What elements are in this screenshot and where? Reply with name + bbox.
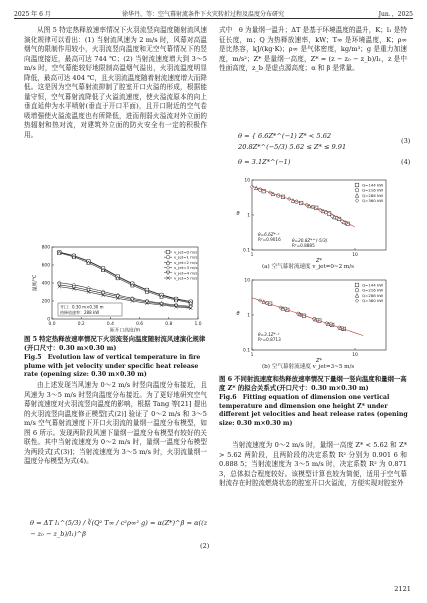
info-text: 开口：0.30 m×0.30 m (60, 304, 104, 310)
y-axis-label: θ (236, 211, 240, 217)
fit-line (329, 213, 354, 227)
paragraph-text: 式中 θ 为量纲一温升；ΔT 是基于环境温度的温升，K；l₁ 是特征长度，m；Q 为热释放速率，kW；T∞ 是环境温度，K；ρ∞ 是比热容，kJ/(kg·K)；ρ∞ 是气体密度，kg/m³；g 是重力加速度，m/s²；Z* 是量纲一高度，Z* = (z − z₀ − z_b)/l₁，z 是中性面高度，z_b 是虚点源高度；α 和 β 是常量。 (219, 26, 407, 72)
legend-label: Q=216 kW (362, 287, 384, 293)
legend-label: v_jet=0 m/s (174, 249, 198, 255)
fit-equation-label: θ=20.8Z*^(-5/3) (292, 238, 328, 243)
fit-r2-label: R²=0.8885 (292, 243, 315, 248)
x-tick-label: 0.4 (106, 322, 114, 327)
fit-line (252, 186, 329, 212)
legend-label: Q=288 kW (362, 292, 384, 298)
legend-marker (166, 266, 170, 270)
legend-marker (355, 199, 359, 203)
fit-r2-label: R²=0.8713 (258, 337, 281, 342)
x-tick-label: 0.6 (136, 322, 144, 327)
legend-label: Q=288 kW (362, 192, 384, 198)
figure6a-plot-area (236, 178, 386, 263)
series-line (59, 252, 190, 302)
legend-label: v_jet=2 m/s (174, 259, 198, 265)
fit-line (252, 298, 363, 336)
legend-label: Q=360 kW (362, 298, 384, 304)
figure6-caption-en: Fig.6 Fitting equation of dimension one vertical temperature and dimension one height Z* under different jet velocities and heat release rates (opening size: 0.30 m×0.30 m) (219, 394, 408, 427)
legend-label: Q=360 kW (362, 198, 384, 204)
equation-3-line1: θ = { 6.6Z*^(−1) Z* < 5.62 (238, 132, 332, 140)
y-tick-label: 0.1 (243, 248, 250, 254)
equation-4: θ = 3.1Z*^(−1) (238, 158, 291, 166)
figure6-caption-cn (219, 375, 409, 393)
x-tick-label: 0.8 (165, 322, 173, 327)
figure6a-subcaption: (a) 空气幕射流速度 v_jet=0~2 m/s (262, 264, 354, 270)
y-tick-label: 10 (244, 178, 250, 184)
y-tick-label: 200 (41, 299, 50, 305)
figure5-caption-cn (24, 335, 209, 353)
x-axis-label: Z* (316, 258, 322, 263)
x-tick-label: 10 (352, 253, 358, 258)
legend-marker (166, 250, 170, 254)
y-tick-label: 1 (247, 213, 250, 219)
right-paragraph-1 (219, 26, 407, 74)
legend-label: v_jet=3 m/s (174, 265, 198, 271)
running-header (14, 6, 413, 19)
page-number: 2121 (394, 585, 411, 593)
equation-3-number: (3) (401, 137, 411, 145)
x-axis-label: 距开口高度/m (109, 328, 141, 333)
x-tick-label: 1.0 (194, 322, 202, 327)
equation-3-line2: 20.8Z*^(−5/3) 5.62 ≤ Z* ≤ 9.91 (238, 143, 347, 151)
header-date: 2025 年 6 月 (14, 11, 51, 18)
legend-marker (355, 194, 359, 198)
legend-label: v_jet=4 m/s (174, 270, 198, 276)
legend-label: Q=216 kW (362, 187, 384, 193)
x-tick-label: 10 (352, 353, 358, 358)
legend-label: Q=144 kW (362, 182, 384, 188)
x-tick-label: 1 (250, 353, 254, 358)
legend-marker (355, 283, 359, 287)
figure5-plot-area (31, 245, 202, 333)
y-tick-label: 400 (41, 281, 50, 287)
y-tick-label: 1 (247, 313, 250, 319)
legend-marker (355, 183, 359, 187)
series-line (59, 252, 190, 302)
legend-marker (355, 299, 359, 303)
y-axis-label: θ (236, 311, 240, 317)
header-issue: Jun．，2025 (378, 11, 413, 18)
equation-4-number: (4) (401, 158, 411, 166)
legend-marker (355, 188, 359, 192)
fit-equation-label: θ=3.1Z*⁻¹ (258, 332, 280, 337)
right-paragraph-2 (219, 441, 407, 489)
fit-r2-label: R²=0.9016 (258, 237, 281, 242)
x-axis-label: Z* (316, 358, 322, 363)
figure5-caption-en: Fig.5 Evolution law of vertical temperature in fire plume with jet velocity under specific heat release rate (opening size: 0.30 m×0.30 m) (24, 354, 201, 379)
paragraph-text: 当射流速度为 0～2 m/s 时，量纲一高度 Z* < 5.62 和 Z* > 5.62 两阶段，且两阶段的决定系数 R² 分别为 0.901 6 和 0.888 5；当射流速度为 3～5 m/s 时，决定系数 R² 为 0.871 3，总体拟合程度较好。该模型计算也较为简便，适用于空气幕射流存在时腔流燃烧状态的腔室开口火溢流，方便实现对腔室外 (219, 441, 407, 487)
x-tick-label: 1 (250, 253, 254, 258)
figure5-label: 图 5 (24, 335, 38, 343)
y-tick-label: 0 (47, 317, 50, 323)
left-paragraph-1 (24, 26, 207, 140)
figure5-caption-text: 特定热释放速率情况下火羽流竖向温度随射流风速演化规律(开口尺寸：0.30 m×0.30 m) (24, 335, 206, 352)
figure6b-plot-area (236, 278, 386, 363)
info-text: 热释放速率：288 kW (60, 310, 100, 315)
x-tick-label: 0.0 (48, 322, 56, 327)
legend-label: Q=144 kW (362, 282, 384, 288)
header-title: 徐华丹，等：空气幕射流条件下火灾转折过程及温度分布研究 (122, 11, 285, 18)
y-axis-label: 温度/℃ (33, 274, 38, 292)
equation-2: θ = ΔT l₁^(5/3) / ∛(Q² T∞ / c²ρ∞² g) = α(Z*)^β = α((z − z₀ − z_b)/l₁)^β (30, 519, 208, 538)
paragraph-text: 由上述发现当风速为 0～2 m/s 时竖向温度分布接近，且风速为 3～5 m/s 时竖向温度分布接近。为了更好地研究空气幕射流速度对火羽流竖向温度的影响，根据 Tang 等[21] 提出的火羽流竖向温度修正模型[式(2)] 验证了 0～2 m/s 和 3～5 m/s 空气幕射流速度下开口火羽流的量纲一温度分布模型，如图 6 所示。发现两阶段风速下量纲一温度分布模型有较好的关联性。其中当射流速度为 0～2 m/s 时，量纲一温度分布模型为两段式[式(3)]；当射流速度为 3～5 m/s 时，火羽流量纲一温度分布模型为式(4)。 (24, 381, 207, 465)
figure5-chart (30, 243, 206, 333)
y-tick-label: 0.1 (243, 348, 250, 354)
paragraph-text: 从图 5 特定热释放速率情况下火羽流竖向温度随射流风速演化规律可以看出：(1) 当射流风速为 2 m/s 时，风幕对高温烟气的限制作用较小，火羽流竖向温度和无空气幕情况下的竖向温度接近，最高可达 744 ℃；(2) 当射流速度增大到 3～5 m/s 时，空气幕能较好地限制高温烟气溢出，火羽流温度明显降低，最高可达 404 ℃，且火羽流温度随着射流速度增大而降低。这是因为空气幕射流抑制了腔室开口火溢的形成，根据能量守恒，空气幕射流降低了火溢流速度，使火溢流原本的向上垂直延伸为水平喷射(垂直于开口平面)，且开口附近的空气卷吸增强使火溢流温度也有所降低，进而削弱火溢流对外立面的热辐射和热对流，对建筑外立面的防火安全有一定的积极作用。 (24, 26, 207, 139)
equation-2-number: (2) (200, 542, 210, 550)
y-tick-label: 800 (41, 245, 50, 251)
legend-marker (355, 288, 359, 292)
figure6b-subcaption: (b) 空气幕射流速度 v_jet=3~5 m/s (262, 364, 355, 370)
figure6-label: 图 6 (219, 375, 233, 383)
legend-marker (166, 255, 170, 259)
figure6-caption-text: 不同射流速度和热释放速率情况下量纲一竖向温度和量纲一高度 Z* 的拟合关系式(开口尺寸：0.30 m×0.30 m) (219, 375, 407, 392)
x-tick-label: 0.2 (77, 322, 85, 327)
fit-equation-label: θ=6.6Z*⁻¹ (258, 232, 280, 237)
left-paragraph-2 (24, 381, 207, 467)
legend-label: v_jet=1 m/s (174, 254, 198, 260)
legend-label: v_jet=5 m/s (174, 275, 198, 281)
figure6a-chart (232, 176, 392, 263)
legend-marker (355, 294, 359, 298)
y-tick-label: 600 (41, 263, 50, 269)
y-tick-label: 10 (244, 278, 250, 284)
figure6b-chart (232, 276, 392, 363)
